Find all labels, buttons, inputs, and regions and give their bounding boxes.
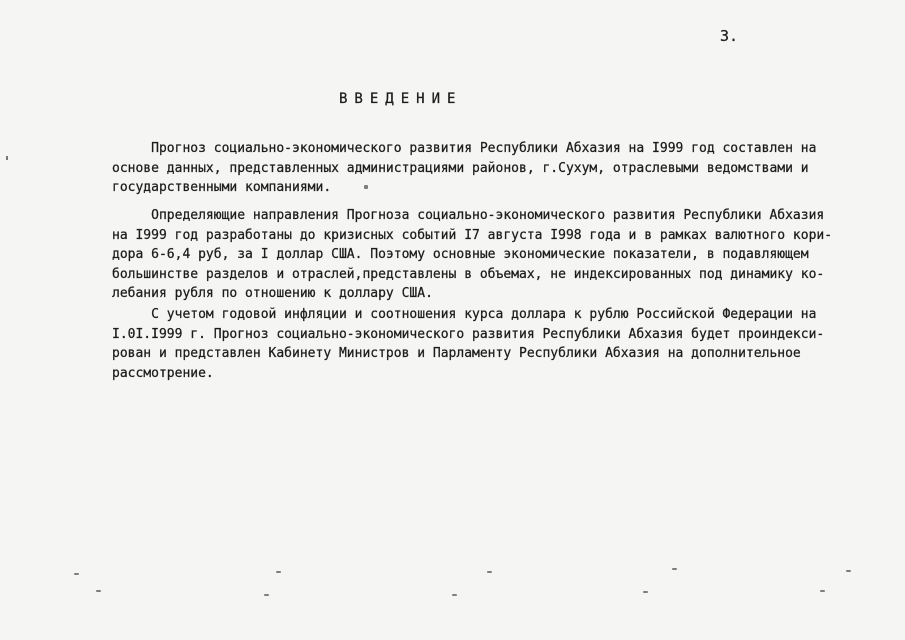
text-line: лебания рубля по отношению к доллару США. [112, 286, 433, 301]
scan-speck [96, 590, 101, 592]
paragraph-3 [112, 305, 832, 383]
text-line: рассмотрение. [112, 365, 214, 381]
scan-speck [6, 156, 8, 160]
scan-speck [364, 185, 368, 189]
text-line: государственными компаниями. [112, 180, 332, 195]
scan-speck [820, 590, 825, 592]
text-line: I.0I.I999 г. Прогноз социально-экономического развития Республики Абхазия будет проиндекси- [112, 326, 825, 342]
text-line: на I999 год разработаны до кризисных событий I7 августа I998 года и в рамках валютного кори- [112, 227, 833, 243]
section-heading: ВВЕДЕНИЕ [339, 91, 463, 107]
paragraph-1 [112, 139, 832, 198]
text-line: Определяющие направления Прогноза социально-экономического развития Республики Абхазия [112, 208, 825, 223]
text-line: дора 6-6,4 руб, за I доллар США. Поэтому основные экономические показатели, в подавляющем [112, 247, 809, 262]
scan-speck [452, 594, 457, 596]
scan-speck [643, 591, 648, 593]
scan-speck [264, 594, 269, 596]
text-line: С учетом годовой инфляции и соотношения курса доллара к рублю Российской Федерации на [112, 307, 817, 322]
text-line: основе данных, представленных администрациями районов, г.Сухум, отраслевыми ведомствами и [112, 160, 809, 176]
text-line: рован и представлен Кабинету Министров и Парламенту Республики Абхазия на дополнительное [112, 346, 801, 361]
page-number: 3. [720, 27, 739, 45]
scan-speck [487, 571, 492, 573]
scan-speck [672, 568, 677, 570]
text-line: большинстве разделов и отраслей,представлены в объемах, не индексированных под динамику ко- [112, 266, 825, 282]
scan-speck [276, 571, 281, 573]
scan-speck [74, 573, 79, 575]
text-line: Прогноз социально-экономического развития Республики Абхазия на I999 год составлен на [112, 141, 817, 156]
scan-speck [846, 570, 851, 572]
paragraph-2 [112, 206, 832, 304]
